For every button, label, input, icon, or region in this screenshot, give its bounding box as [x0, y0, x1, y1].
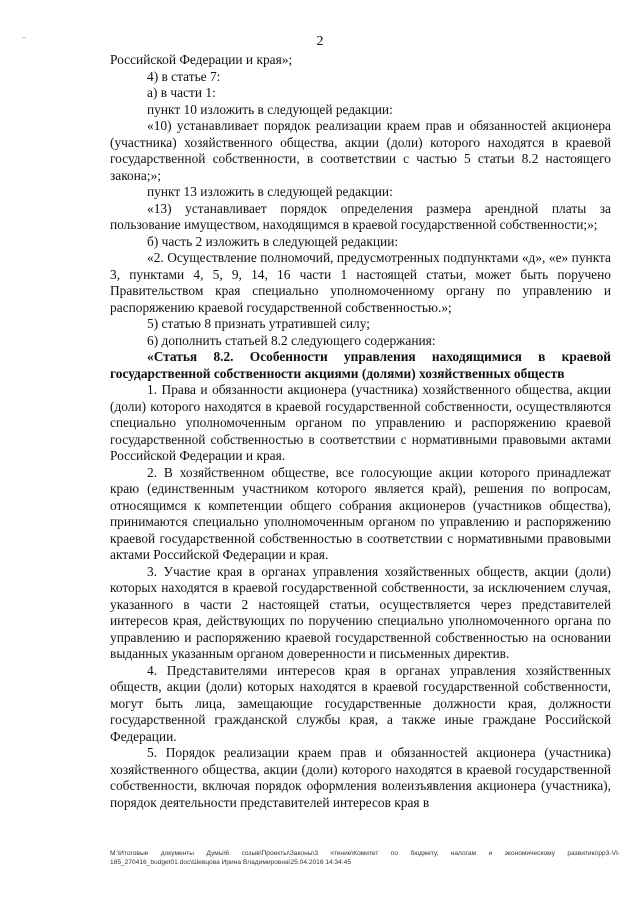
paragraph: 1. Права и обязанности акционера (участника) хозяйственного общества, акции (доли) которого находятся в краевой государственной собственности, осуществляются специально уполномоченным органом по управлению и распоряжению краевой государственной собственностью в соответствии с нормативными правовыми актами Российской Федерации и края. [110, 382, 611, 463]
paragraph: «13) устанавливает порядок определения размера арендной платы за пользование имуществом, находящимся в краевой государственной собственности;»; [110, 200, 611, 232]
paragraph: а) в части 1: [147, 85, 216, 100]
paragraph: пункт 13 изложить в следующей редакции: [147, 184, 393, 199]
paragraph: «10) устанавливает порядок реализации краем прав и обязанностей акционера (участника) хозяйственного общества, акции (доли) которого находятся в краевой государственной собственности, в соответствии с частью 5 статьи 8.2 настоящего закона;»; [110, 118, 611, 183]
page-number: 2 [316, 34, 324, 49]
paragraph: пункт 10 изложить в следующей редакции: [147, 101, 393, 117]
paragraph: 2. В хозяйственном обществе, все голосующие акции которого принадлежат краю (единственным участником которого является край), решения по вопросам, относящимся к компетенции общего собрания акционеров (участников общества), принимаются специально уполномоченным органом по управлению и распоряжению краевой государственной собственностью в соответствии с нормативными правовыми актами Российской Федерации и края. [110, 464, 611, 562]
article-heading: «Статья 8.2. Особенности управления находящимися в краевой государственной собственности акциями (долями) хозяйственных обществ [110, 349, 611, 381]
paragraph: Российской Федерации и края»; [110, 52, 293, 67]
paragraph: 6) дополнить статьей 8.2 следующего содержания: [147, 332, 436, 348]
file-path-footer: M:\Итоговые документы Думы\6 созыв\Проекты\Законы\3 чтение\Комитет по бюджету, налогам и экономическому развитию\рр3-VI-185_270416_budget01.doc\Шевцова Ирина Владимировна\25.04.2016 14:34:45 [110, 850, 620, 866]
margin-mark: – [22, 32, 26, 41]
paragraph: 4. Представителями интересов края в органах управления хозяйственных обществ, акции (доли) которых находятся в краевой государственной собственности, могут быть лица, замещающие государственные должности края, должности государственной гражданской службы края, а также иные граждане Российской Федерации. [110, 662, 611, 744]
paragraph: «2. Осуществление полномочий, предусмотренных подпунктами «д», «е» пункта 3, пунктами 4, 5, 9, 14, 16 части 1 настоящей статьи, может быть поручено Правительством края специально уполномоченному органу по управлению и распоряжению краевой государственной собственностью.»; [110, 250, 611, 315]
paragraph: 5) статью 8 признать утратившей силу; [147, 316, 370, 331]
paragraph: 4) в статье 7: [147, 68, 221, 84]
document-body [110, 52, 611, 811]
paragraph: 3. Участие края в органах управления хозяйственных обществ, акции (доли) которых находятся в краевой государственной собственности, за исключением случая, указанного в части 2 настоящей статьи, осуществляется через представителей интересов края, действующих по поручению специально уполномоченного органа по управлению и распоряжению краевой государственной собственностью на основании выданных указанным органом доверенности и письменных директив. [110, 563, 611, 661]
paragraph: 5. Порядок реализации краем прав и обязанностей акционера (участника) хозяйственного общества, акции (доли) которого находятся в краевой государственной собственности, включая порядок оформления волеизъявления акционера (участника), порядок деятельности представителей интересов края в [110, 745, 611, 810]
paragraph: б) часть 2 изложить в следующей редакции: [147, 233, 399, 249]
